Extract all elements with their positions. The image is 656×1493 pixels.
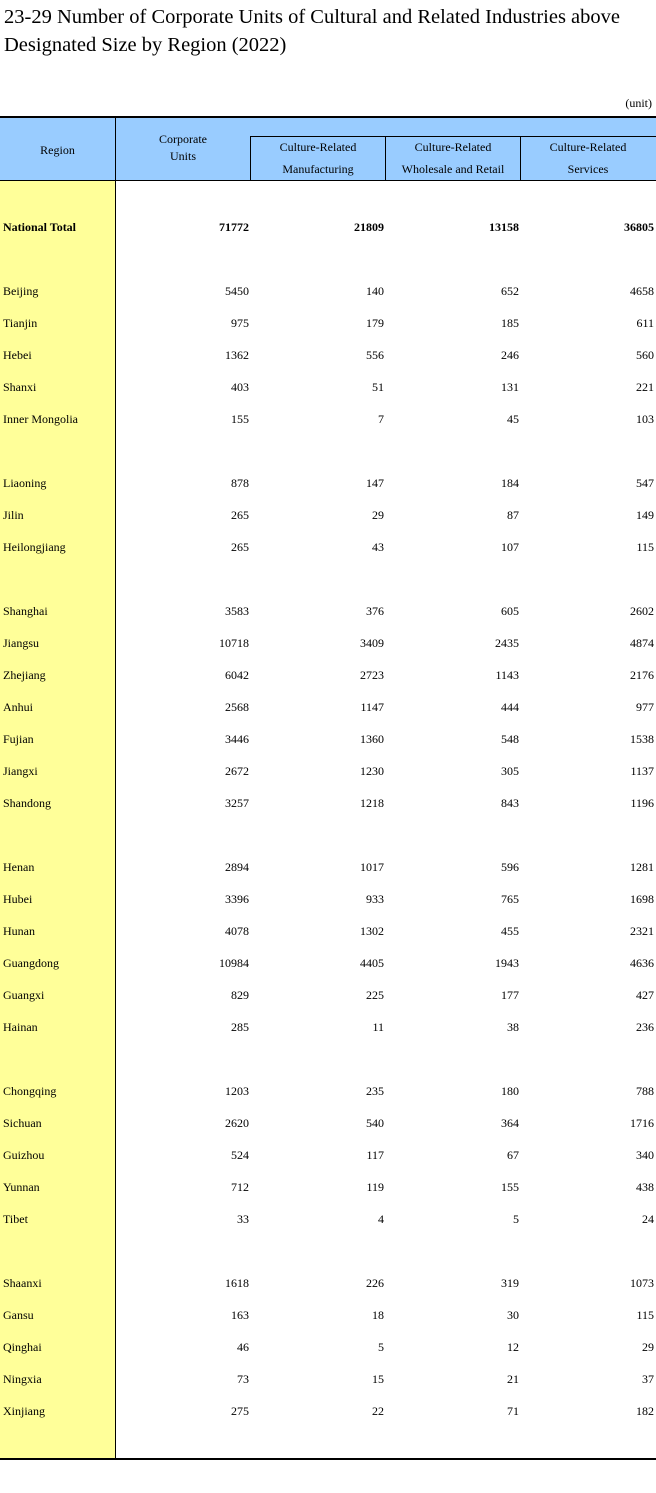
bottom-rule [0,1458,656,1460]
cell-corporate: 1618 [225,1276,249,1290]
cell-corporate: 975 [231,316,249,330]
cell-wholesale: 38 [507,1020,519,1034]
cell-manufacturing: 4405 [360,956,384,970]
cell-corporate: 163 [231,1308,249,1322]
cell-services: 1716 [630,1116,654,1130]
header-wholesale-retail [386,136,520,180]
cell-services: 24 [642,1212,654,1226]
cell-region: Liaoning [3,476,47,490]
cell-region: Hubei [3,892,33,906]
table-row [0,378,656,398]
cell-wholesale: 2435 [495,636,519,650]
cell-region: Hunan [3,924,35,938]
cell-region: Sichuan [3,1116,42,1130]
cell-services: 115 [636,540,654,554]
cell-corporate: 10984 [219,956,249,970]
cell-corporate: 2672 [225,764,249,778]
cell-region: Guangxi [3,988,45,1002]
cell-wholesale: 87 [507,508,519,522]
table-row [0,1018,656,1038]
cell-services: 547 [636,476,654,490]
cell-wholesale: 180 [501,1084,519,1098]
cell-wholesale: 444 [501,700,519,714]
cell-wholesale: 246 [501,348,519,362]
cell-wholesale: 455 [501,924,519,938]
cell-services: 149 [636,508,654,522]
header-corporate-line-1: Corporate [159,132,207,146]
table-row [0,1306,656,1326]
cell-region: Qinghai [3,1340,42,1354]
cell-services: 4874 [630,636,654,650]
cell-corporate: 829 [231,988,249,1002]
table-row [0,1082,656,1102]
cell-corporate: 73 [237,1372,249,1386]
cell-manufacturing: 29 [372,508,384,522]
cell-wholesale: 177 [501,988,519,1002]
table-row [0,1274,656,1294]
table-row [0,474,656,494]
table-row [0,346,656,366]
table-row [0,506,656,526]
cell-manufacturing: 1147 [360,700,384,714]
cell-region: Heilongjiang [3,540,66,554]
cell-services: 1073 [630,1276,654,1290]
cell-wholesale: 13158 [489,220,519,234]
region-column-shading [0,181,115,1458]
cell-corporate: 878 [231,476,249,490]
cell-manufacturing: 119 [366,1180,384,1194]
cell-region: Chongqing [3,1084,57,1098]
title-line-2: Designated Size by Region (2022) [4,34,287,56]
cell-corporate: 265 [231,508,249,522]
cell-corporate: 46 [237,1340,249,1354]
cell-corporate: 265 [231,540,249,554]
table-row-national-total [0,218,656,238]
cell-corporate: 3396 [225,892,249,906]
table-row [0,314,656,334]
cell-services: 2176 [630,668,654,682]
cell-region: Hebei [3,348,32,362]
cell-wholesale: 305 [501,764,519,778]
cell-region: Henan [3,860,35,874]
cell-wholesale: 319 [501,1276,519,1290]
cell-corporate: 155 [231,412,249,426]
cell-wholesale: 5 [513,1212,519,1226]
cell-services: 4636 [630,956,654,970]
cell-region: Fujian [3,732,34,746]
cell-manufacturing: 51 [372,380,384,394]
cell-wholesale: 45 [507,412,519,426]
cell-wholesale: 71 [507,1404,519,1418]
cell-corporate: 1362 [225,348,249,362]
cell-corporate: 6042 [225,668,249,682]
cell-corporate: 10718 [219,636,249,650]
cell-manufacturing: 15 [372,1372,384,1386]
header-services-line-1: Culture-Related [549,140,627,154]
cell-manufacturing: 933 [366,892,384,906]
cell-manufacturing: 226 [366,1276,384,1290]
cell-corporate: 712 [231,1180,249,1194]
cell-manufacturing: 1017 [360,860,384,874]
page-title [4,3,654,59]
cell-manufacturing: 5 [378,1340,384,1354]
cell-corporate: 2620 [225,1116,249,1130]
cell-wholesale: 184 [501,476,519,490]
header-manufacturing-line-1: Culture-Related [279,140,357,154]
table-row [0,794,656,814]
header-corporate-line-2: Units [169,149,196,163]
cell-region: Jiangsu [3,636,39,650]
cell-region: Guangdong [3,956,59,970]
cell-services: 438 [636,1180,654,1194]
cell-corporate: 1203 [225,1084,249,1098]
cell-services: 340 [636,1148,654,1162]
cell-region: Tibet [3,1212,28,1226]
cell-manufacturing: 11 [372,1020,384,1034]
cell-manufacturing: 117 [366,1148,384,1162]
cell-manufacturing: 376 [366,604,384,618]
cell-services: 1281 [630,860,654,874]
cell-manufacturing: 21809 [354,220,384,234]
cell-manufacturing: 225 [366,988,384,1002]
cell-region: Shaanxi [3,1276,42,1290]
cell-wholesale: 364 [501,1116,519,1130]
cell-manufacturing: 556 [366,348,384,362]
cell-services: 36805 [624,220,654,234]
cell-region: Guizhou [3,1148,45,1162]
cell-region: Jiangxi [3,764,38,778]
cell-wholesale: 155 [501,1180,519,1194]
table-row [0,890,656,910]
cell-wholesale: 107 [501,540,519,554]
cell-manufacturing: 1218 [360,796,384,810]
cell-services: 611 [636,316,654,330]
cell-region: Anhui [3,700,33,714]
cell-wholesale: 67 [507,1148,519,1162]
cell-manufacturing: 7 [378,412,384,426]
header-corporate-units [116,131,250,165]
cell-services: 2321 [630,924,654,938]
table-row [0,954,656,974]
table-row [0,922,656,942]
cell-corporate: 2568 [225,700,249,714]
cell-manufacturing: 43 [372,540,384,554]
title-line-1: 23-29 Number of Corporate Units of Cultural and Related Industries above [4,6,620,28]
cell-corporate: 71772 [219,220,249,234]
cell-region: Hainan [3,1020,38,1034]
cell-manufacturing: 147 [366,476,384,490]
cell-corporate: 3583 [225,604,249,618]
cell-wholesale: 652 [501,284,519,298]
cell-services: 103 [636,412,654,426]
table-row [0,730,656,750]
cell-services: 37 [642,1372,654,1386]
cell-corporate: 524 [231,1148,249,1162]
table-row [0,410,656,430]
cell-manufacturing: 2723 [360,668,384,682]
cell-manufacturing: 3409 [360,636,384,650]
cell-region: Zhejiang [3,668,46,682]
cell-wholesale: 185 [501,316,519,330]
table-row [0,1178,656,1198]
unit-label: (unit) [625,96,652,110]
cell-services: 560 [636,348,654,362]
table-row [0,282,656,302]
header-services-line-2: Services [567,162,609,176]
cell-corporate: 2894 [225,860,249,874]
table-row [0,1370,656,1390]
cell-services: 221 [636,380,654,394]
cell-wholesale: 12 [507,1340,519,1354]
table-row [0,1338,656,1358]
cell-services: 182 [636,1404,654,1418]
cell-wholesale: 21 [507,1372,519,1386]
table-row [0,1402,656,1422]
table-row [0,602,656,622]
cell-corporate: 33 [237,1212,249,1226]
cell-services: 236 [636,1020,654,1034]
cell-services: 29 [642,1340,654,1354]
cell-region: Gansu [3,1308,34,1322]
table-row [0,666,656,686]
cell-region: National Total [3,220,77,234]
cell-services: 977 [636,700,654,714]
header-manufacturing-line-2: Manufacturing [282,162,354,176]
cell-services: 115 [636,1308,654,1322]
cell-manufacturing: 140 [366,284,384,298]
cell-region: Shanxi [3,380,37,394]
cell-corporate: 3446 [225,732,249,746]
cell-region: Shanghai [3,604,48,618]
cell-services: 788 [636,1084,654,1098]
cell-region: Shandong [3,796,51,810]
cell-region: Ningxia [3,1372,42,1386]
header-services [521,136,655,180]
cell-corporate: 403 [231,380,249,394]
cell-corporate: 3257 [225,796,249,810]
cell-wholesale: 30 [507,1308,519,1322]
cell-manufacturing: 235 [366,1084,384,1098]
cell-region: Tianjin [3,316,38,330]
cell-manufacturing: 179 [366,316,384,330]
cell-services: 1698 [630,892,654,906]
cell-corporate: 4078 [225,924,249,938]
cell-manufacturing: 1360 [360,732,384,746]
cell-services: 4658 [630,284,654,298]
cell-corporate: 5450 [225,284,249,298]
cell-manufacturing: 4 [378,1212,384,1226]
cell-manufacturing: 540 [366,1116,384,1130]
cell-services: 1137 [630,764,654,778]
table-row [0,762,656,782]
cell-corporate: 275 [231,1404,249,1418]
cell-wholesale: 1143 [495,668,519,682]
cell-wholesale: 131 [501,380,519,394]
table-row [0,634,656,654]
cell-manufacturing: 1230 [360,764,384,778]
cell-region: Yunnan [3,1180,40,1194]
table-row [0,538,656,558]
cell-wholesale: 1943 [495,956,519,970]
cell-wholesale: 596 [501,860,519,874]
cell-manufacturing: 1302 [360,924,384,938]
cell-region: Xinjiang [3,1404,45,1418]
header-wholesale-line-2: Wholesale and Retail [401,162,505,176]
table-row [0,1210,656,1230]
cell-region: Inner Mongolia [3,412,78,426]
cell-region: Jilin [3,508,24,522]
cell-wholesale: 843 [501,796,519,810]
cell-wholesale: 605 [501,604,519,618]
header-region: Region [40,143,75,157]
cell-manufacturing: 22 [372,1404,384,1418]
cell-manufacturing: 18 [372,1308,384,1322]
cell-wholesale: 765 [501,892,519,906]
table-row [0,698,656,718]
cell-services: 1196 [630,796,654,810]
cell-region: Beijing [3,284,39,298]
cell-services: 2602 [630,604,654,618]
cell-services: 427 [636,988,654,1002]
header-wholesale-line-1: Culture-Related [414,140,492,154]
table-row [0,986,656,1006]
header-manufacturing [251,136,385,180]
cell-corporate: 285 [231,1020,249,1034]
table-row [0,858,656,878]
table-row [0,1114,656,1134]
cell-services: 1538 [630,732,654,746]
table-row [0,1146,656,1166]
cell-wholesale: 548 [501,732,519,746]
top-rule [0,116,656,118]
